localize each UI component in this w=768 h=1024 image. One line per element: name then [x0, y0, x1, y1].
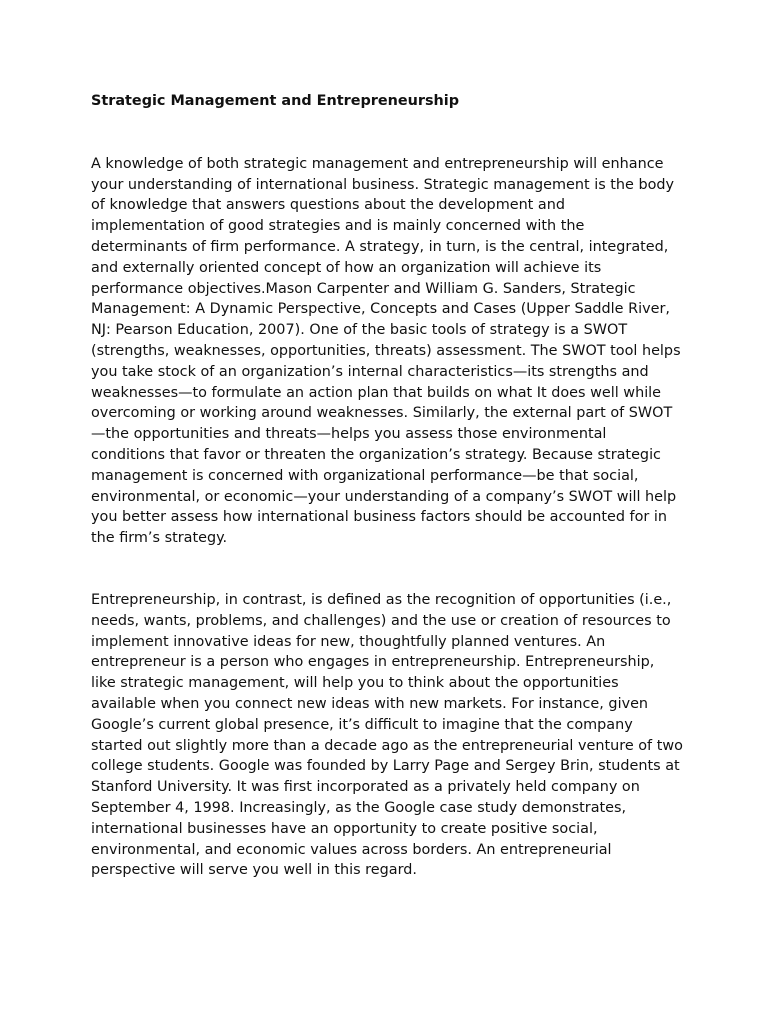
document-title: Strategic Management and Entrepreneurship: [91, 93, 460, 109]
paragraph-strategic-management: A knowledge of both strategic management and entrepreneurship will enhance your understanding of international business. Strategic management is the body of knowledge that answers questions about the development and implementation of good strategies and is mainly concerned with the determinants of firm performance. A strategy, in turn, is the central, integrated, and externally oriented concept of how an organization will achieve its performance objectives.Mason Carpenter and William G. Sanders, Strategic Management: A Dynamic Perspective, Concepts and Cases (Upper Saddle River, NJ: Pearson Education, 2007). One of the basic tools of strategy is a SWOT (strengths, weaknesses, opportunities, threats) assessment. The SWOT tool helps you take stock of an organization’s internal characteristics—its strengths and weaknesses—to formulate an action plan that builds on what It does well while overcoming or working around weaknesses. Similarly, the external part of SWOT—the opportunities and threats—helps you assess those environmental conditions that favor or threaten the organization’s strategy. Because strategic management is concerned with organizational performance—be that social, environmental, or economic—your understanding of a company’s SWOT will help you better assess how international business factors should be accounted for in the firm’s strategy.: [91, 155, 681, 547]
document-body: [91, 91, 683, 881]
paragraph-entrepreneurship: Entrepreneurship, in contrast, is defined as the recognition of opportunities (i.e., needs, wants, problems, and challenges) and the use or creation of resources to implement innovative ideas for new, thoughtfully planned ventures. An entrepreneur is a person who engages in entrepreneurship. Entrepreneurship, like strategic management, will help you to think about the opportunities available when you connect new ideas with new markets. For instance, given Google’s current global presence, it’s difficult to imagine that the company started out slightly more than a decade ago as the entrepreneurial venture of two college students. Google was founded by Larry Page and Sergey Brin, students at Stanford University. It was first incorporated as a privately held company on September 4, 1998. Increasingly, as the Google case study demonstrates, international businesses have an opportunity to create positive social, environmental, and economic values across borders. An entrepreneurial perspective will serve you well in this regard.: [91, 591, 683, 879]
